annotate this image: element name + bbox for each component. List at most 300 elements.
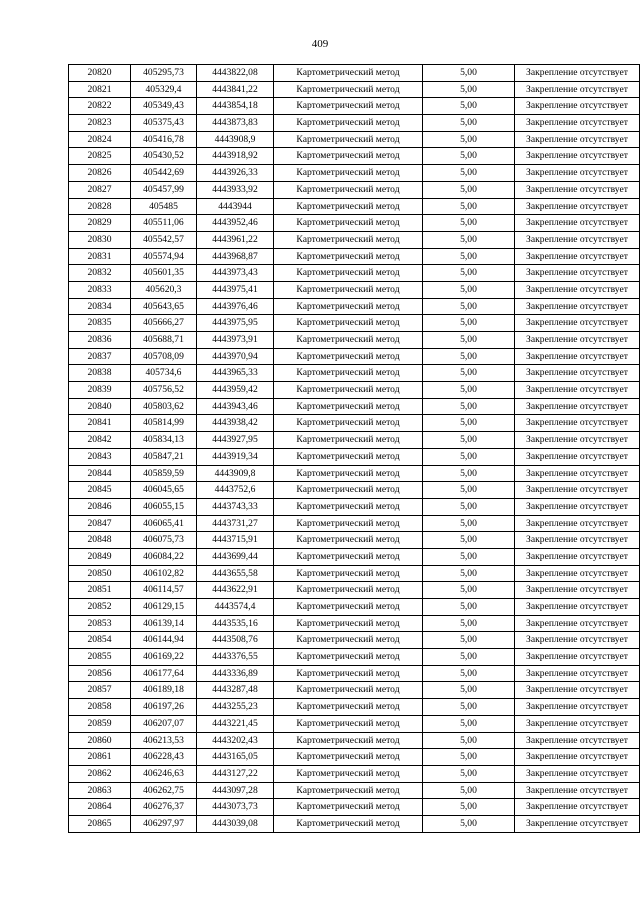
description-cell: Закрепление отсутствует [515,482,640,499]
point-number-cell: 20822 [69,98,131,115]
x-coordinate-cell: 405643,65 [131,298,197,315]
method-cell: Картометрический метод [274,382,423,399]
description-cell: Закрепление отсутствует [515,782,640,799]
table-row [69,131,640,148]
y-coordinate-cell: 4443376,55 [197,649,274,666]
table-row [69,498,640,515]
description-cell: Закрепление отсутствует [515,498,640,515]
method-cell: Картометрический метод [274,815,423,832]
description-cell: Закрепление отсутствует [515,715,640,732]
method-cell: Картометрический метод [274,298,423,315]
x-coordinate-cell: 405375,43 [131,115,197,132]
table-row [69,465,640,482]
y-coordinate-cell: 4443909,8 [197,465,274,482]
accuracy-cell: 5,00 [423,565,515,582]
x-coordinate-cell: 406045,65 [131,482,197,499]
description-cell: Закрепление отсутствует [515,649,640,666]
description-cell: Закрепление отсутствует [515,432,640,449]
coordinates-table [68,64,640,833]
accuracy-cell: 5,00 [423,665,515,682]
x-coordinate-cell: 405756,52 [131,382,197,399]
x-coordinate-cell: 406144,94 [131,632,197,649]
method-cell: Картометрический метод [274,532,423,549]
point-number-cell: 20852 [69,599,131,616]
method-cell: Картометрический метод [274,632,423,649]
description-cell: Закрепление отсутствует [515,365,640,382]
accuracy-cell: 5,00 [423,532,515,549]
x-coordinate-cell: 405574,94 [131,248,197,265]
point-number-cell: 20859 [69,715,131,732]
point-number-cell: 20837 [69,348,131,365]
accuracy-cell: 5,00 [423,181,515,198]
table-row [69,231,640,248]
method-cell: Картометрический метод [274,565,423,582]
x-coordinate-cell: 406177,64 [131,665,197,682]
description-cell: Закрепление отсутствует [515,799,640,816]
point-number-cell: 20843 [69,448,131,465]
method-cell: Картометрический метод [274,248,423,265]
method-cell: Картометрический метод [274,98,423,115]
table-row [69,115,640,132]
y-coordinate-cell: 4443535,16 [197,615,274,632]
point-number-cell: 20836 [69,332,131,349]
table-row [69,732,640,749]
description-cell: Закрепление отсутствует [515,231,640,248]
table-row [69,599,640,616]
point-number-cell: 20835 [69,315,131,332]
y-coordinate-cell: 4443944 [197,198,274,215]
y-coordinate-cell: 4443841,22 [197,81,274,98]
y-coordinate-cell: 4443973,43 [197,265,274,282]
y-coordinate-cell: 4443973,91 [197,332,274,349]
point-number-cell: 20855 [69,649,131,666]
description-cell: Закрепление отсутствует [515,215,640,232]
description-cell: Закрепление отсутствует [515,815,640,832]
accuracy-cell: 5,00 [423,599,515,616]
point-number-cell: 20830 [69,231,131,248]
method-cell: Картометрический метод [274,432,423,449]
table-row [69,482,640,499]
accuracy-cell: 5,00 [423,582,515,599]
y-coordinate-cell: 4443752,6 [197,482,274,499]
description-cell: Закрепление отсутствует [515,599,640,616]
table-row [69,382,640,399]
description-cell: Закрепление отсутствует [515,315,640,332]
x-coordinate-cell: 405814,99 [131,415,197,432]
y-coordinate-cell: 4443255,23 [197,699,274,716]
point-number-cell: 20834 [69,298,131,315]
description-cell: Закрепление отсутствует [515,398,640,415]
accuracy-cell: 5,00 [423,231,515,248]
method-cell: Картометрический метод [274,699,423,716]
page-number: 409 [311,38,329,50]
point-number-cell: 20846 [69,498,131,515]
x-coordinate-cell: 406084,22 [131,548,197,565]
accuracy-cell: 5,00 [423,682,515,699]
method-cell: Картометрический метод [274,281,423,298]
method-cell: Картометрический метод [274,615,423,632]
point-number-cell: 20838 [69,365,131,382]
x-coordinate-cell: 405620,3 [131,281,197,298]
y-coordinate-cell: 4443908,9 [197,131,274,148]
method-cell: Картометрический метод [274,148,423,165]
y-coordinate-cell: 4443927,95 [197,432,274,449]
table-row [69,315,640,332]
description-cell: Закрепление отсутствует [515,665,640,682]
x-coordinate-cell: 406189,18 [131,682,197,699]
description-cell: Закрепление отсутствует [515,181,640,198]
y-coordinate-cell: 4443221,45 [197,715,274,732]
table-row [69,81,640,98]
description-cell: Закрепление отсутствует [515,565,640,582]
point-number-cell: 20840 [69,398,131,415]
method-cell: Картометрический метод [274,365,423,382]
x-coordinate-cell: 405708,09 [131,348,197,365]
method-cell: Картометрический метод [274,131,423,148]
table-row [69,198,640,215]
accuracy-cell: 5,00 [423,415,515,432]
point-number-cell: 20847 [69,515,131,532]
y-coordinate-cell: 4443854,18 [197,98,274,115]
y-coordinate-cell: 4443822,08 [197,65,274,82]
method-cell: Картометрический метод [274,315,423,332]
y-coordinate-cell: 4443961,22 [197,231,274,248]
y-coordinate-cell: 4443336,89 [197,665,274,682]
description-cell: Закрепление отсутствует [515,548,640,565]
point-number-cell: 20820 [69,65,131,82]
x-coordinate-cell: 406075,73 [131,532,197,549]
description-cell: Закрепление отсутствует [515,765,640,782]
description-cell: Закрепление отсутствует [515,749,640,766]
accuracy-cell: 5,00 [423,382,515,399]
accuracy-cell: 5,00 [423,131,515,148]
y-coordinate-cell: 4443574,4 [197,599,274,616]
accuracy-cell: 5,00 [423,398,515,415]
method-cell: Картометрический метод [274,482,423,499]
y-coordinate-cell: 4443873,83 [197,115,274,132]
x-coordinate-cell: 405295,73 [131,65,197,82]
method-cell: Картометрический метод [274,582,423,599]
table-row [69,265,640,282]
point-number-cell: 20821 [69,81,131,98]
description-cell: Закрепление отсутствует [515,699,640,716]
x-coordinate-cell: 405349,43 [131,98,197,115]
y-coordinate-cell: 4443508,76 [197,632,274,649]
method-cell: Картометрический метод [274,215,423,232]
accuracy-cell: 5,00 [423,749,515,766]
point-number-cell: 20853 [69,615,131,632]
x-coordinate-cell: 405688,71 [131,332,197,349]
description-cell: Закрепление отсутствует [515,98,640,115]
y-coordinate-cell: 4443715,91 [197,532,274,549]
y-coordinate-cell: 4443699,44 [197,548,274,565]
accuracy-cell: 5,00 [423,265,515,282]
x-coordinate-cell: 406228,43 [131,749,197,766]
x-coordinate-cell: 406297,97 [131,815,197,832]
description-cell: Закрепление отсутствует [515,248,640,265]
table-row [69,665,640,682]
description-cell: Закрепление отсутствует [515,281,640,298]
table-row [69,181,640,198]
table-row [69,365,640,382]
point-number-cell: 20844 [69,465,131,482]
method-cell: Картометрический метод [274,749,423,766]
table-row [69,682,640,699]
table-row [69,515,640,532]
table-row [69,582,640,599]
y-coordinate-cell: 4443073,73 [197,799,274,816]
method-cell: Картометрический метод [274,715,423,732]
x-coordinate-cell: 405511,06 [131,215,197,232]
table-row [69,815,640,832]
description-cell: Закрепление отсутствует [515,198,640,215]
point-number-cell: 20839 [69,382,131,399]
x-coordinate-cell: 405859,59 [131,465,197,482]
point-number-cell: 20832 [69,265,131,282]
method-cell: Картометрический метод [274,799,423,816]
accuracy-cell: 5,00 [423,799,515,816]
accuracy-cell: 5,00 [423,148,515,165]
description-cell: Закрепление отсутствует [515,165,640,182]
accuracy-cell: 5,00 [423,315,515,332]
y-coordinate-cell: 4443975,41 [197,281,274,298]
description-cell: Закрепление отсутствует [515,65,640,82]
table-row [69,415,640,432]
x-coordinate-cell: 406207,07 [131,715,197,732]
point-number-cell: 20848 [69,532,131,549]
x-coordinate-cell: 406065,41 [131,515,197,532]
table-row [69,348,640,365]
table-row [69,148,640,165]
x-coordinate-cell: 405803,62 [131,398,197,415]
accuracy-cell: 5,00 [423,365,515,382]
x-coordinate-cell: 405847,21 [131,448,197,465]
point-number-cell: 20841 [69,415,131,432]
method-cell: Картометрический метод [274,765,423,782]
point-number-cell: 20828 [69,198,131,215]
y-coordinate-cell: 4443952,46 [197,215,274,232]
accuracy-cell: 5,00 [423,815,515,832]
method-cell: Картометрический метод [274,265,423,282]
x-coordinate-cell: 406102,82 [131,565,197,582]
y-coordinate-cell: 4443743,33 [197,498,274,515]
x-coordinate-cell: 405542,57 [131,231,197,248]
accuracy-cell: 5,00 [423,548,515,565]
y-coordinate-cell: 4443622,91 [197,582,274,599]
y-coordinate-cell: 4443202,43 [197,732,274,749]
point-number-cell: 20827 [69,181,131,198]
method-cell: Картометрический метод [274,415,423,432]
description-cell: Закрепление отсутствует [515,348,640,365]
method-cell: Картометрический метод [274,548,423,565]
table-row [69,281,640,298]
accuracy-cell: 5,00 [423,432,515,449]
table-body [69,65,640,833]
method-cell: Картометрический метод [274,198,423,215]
accuracy-cell: 5,00 [423,715,515,732]
table-row [69,332,640,349]
y-coordinate-cell: 4443976,46 [197,298,274,315]
description-cell: Закрепление отсутствует [515,148,640,165]
accuracy-cell: 5,00 [423,765,515,782]
y-coordinate-cell: 4443039,08 [197,815,274,832]
description-cell: Закрепление отсутствует [515,582,640,599]
table-row [69,749,640,766]
table-row [69,565,640,582]
table-row [69,799,640,816]
accuracy-cell: 5,00 [423,782,515,799]
accuracy-cell: 5,00 [423,448,515,465]
y-coordinate-cell: 4443975,95 [197,315,274,332]
x-coordinate-cell: 405734,6 [131,365,197,382]
accuracy-cell: 5,00 [423,498,515,515]
method-cell: Картометрический метод [274,682,423,699]
method-cell: Картометрический метод [274,65,423,82]
point-number-cell: 20860 [69,732,131,749]
point-number-cell: 20842 [69,432,131,449]
x-coordinate-cell: 405329,4 [131,81,197,98]
x-coordinate-cell: 405601,35 [131,265,197,282]
description-cell: Закрепление отсутствует [515,532,640,549]
x-coordinate-cell: 406276,37 [131,799,197,816]
y-coordinate-cell: 4443959,42 [197,382,274,399]
y-coordinate-cell: 4443933,92 [197,181,274,198]
method-cell: Картометрический метод [274,81,423,98]
table-row [69,715,640,732]
description-cell: Закрепление отсутствует [515,632,640,649]
point-number-cell: 20850 [69,565,131,582]
x-coordinate-cell: 406139,14 [131,615,197,632]
x-coordinate-cell: 405485 [131,198,197,215]
description-cell: Закрепление отсутствует [515,265,640,282]
point-number-cell: 20825 [69,148,131,165]
point-number-cell: 20824 [69,131,131,148]
point-number-cell: 20826 [69,165,131,182]
x-coordinate-cell: 405442,69 [131,165,197,182]
accuracy-cell: 5,00 [423,165,515,182]
accuracy-cell: 5,00 [423,348,515,365]
x-coordinate-cell: 406114,57 [131,582,197,599]
description-cell: Закрепление отсутствует [515,732,640,749]
method-cell: Картометрический метод [274,348,423,365]
point-number-cell: 20851 [69,582,131,599]
method-cell: Картометрический метод [274,181,423,198]
method-cell: Картометрический метод [274,732,423,749]
y-coordinate-cell: 4443731,27 [197,515,274,532]
method-cell: Картометрический метод [274,498,423,515]
table-row [69,65,640,82]
y-coordinate-cell: 4443097,28 [197,782,274,799]
x-coordinate-cell: 405834,13 [131,432,197,449]
point-number-cell: 20861 [69,749,131,766]
point-number-cell: 20831 [69,248,131,265]
point-number-cell: 20854 [69,632,131,649]
table-row [69,532,640,549]
point-number-cell: 20833 [69,281,131,298]
accuracy-cell: 5,00 [423,198,515,215]
x-coordinate-cell: 406055,15 [131,498,197,515]
y-coordinate-cell: 4443918,92 [197,148,274,165]
description-cell: Закрепление отсутствует [515,115,640,132]
y-coordinate-cell: 4443287,48 [197,682,274,699]
accuracy-cell: 5,00 [423,615,515,632]
y-coordinate-cell: 4443938,42 [197,415,274,432]
point-number-cell: 20823 [69,115,131,132]
description-cell: Закрепление отсутствует [515,465,640,482]
description-cell: Закрепление отсутствует [515,332,640,349]
method-cell: Картометрический метод [274,649,423,666]
accuracy-cell: 5,00 [423,81,515,98]
table-row [69,448,640,465]
x-coordinate-cell: 406129,15 [131,599,197,616]
method-cell: Картометрический метод [274,115,423,132]
table-row [69,432,640,449]
point-number-cell: 20865 [69,815,131,832]
accuracy-cell: 5,00 [423,699,515,716]
table-row [69,632,640,649]
point-number-cell: 20858 [69,699,131,716]
method-cell: Картометрический метод [274,515,423,532]
x-coordinate-cell: 406213,53 [131,732,197,749]
accuracy-cell: 5,00 [423,515,515,532]
accuracy-cell: 5,00 [423,632,515,649]
method-cell: Картометрический метод [274,398,423,415]
accuracy-cell: 5,00 [423,98,515,115]
description-cell: Закрепление отсутствует [515,615,640,632]
point-number-cell: 20864 [69,799,131,816]
table-row [69,98,640,115]
accuracy-cell: 5,00 [423,215,515,232]
method-cell: Картометрический метод [274,465,423,482]
description-cell: Закрепление отсутствует [515,682,640,699]
description-cell: Закрепление отсутствует [515,382,640,399]
method-cell: Картометрический метод [274,332,423,349]
y-coordinate-cell: 4443926,33 [197,165,274,182]
table-row [69,398,640,415]
method-cell: Картометрический метод [274,599,423,616]
point-number-cell: 20857 [69,682,131,699]
description-cell: Закрепление отсутствует [515,448,640,465]
y-coordinate-cell: 4443127,22 [197,765,274,782]
point-number-cell: 20845 [69,482,131,499]
y-coordinate-cell: 4443919,34 [197,448,274,465]
y-coordinate-cell: 4443965,33 [197,365,274,382]
y-coordinate-cell: 4443970,94 [197,348,274,365]
description-cell: Закрепление отсутствует [515,515,640,532]
table-row [69,548,640,565]
x-coordinate-cell: 406197,26 [131,699,197,716]
description-cell: Закрепление отсутствует [515,415,640,432]
method-cell: Картометрический метод [274,448,423,465]
accuracy-cell: 5,00 [423,482,515,499]
accuracy-cell: 5,00 [423,281,515,298]
y-coordinate-cell: 4443968,87 [197,248,274,265]
table-row [69,699,640,716]
accuracy-cell: 5,00 [423,732,515,749]
table-row [69,298,640,315]
x-coordinate-cell: 406262,75 [131,782,197,799]
method-cell: Картометрический метод [274,665,423,682]
accuracy-cell: 5,00 [423,332,515,349]
x-coordinate-cell: 406169,22 [131,649,197,666]
accuracy-cell: 5,00 [423,298,515,315]
point-number-cell: 20829 [69,215,131,232]
x-coordinate-cell: 405666,27 [131,315,197,332]
x-coordinate-cell: 405430,52 [131,148,197,165]
point-number-cell: 20862 [69,765,131,782]
x-coordinate-cell: 405457,99 [131,181,197,198]
table-row [69,649,640,666]
